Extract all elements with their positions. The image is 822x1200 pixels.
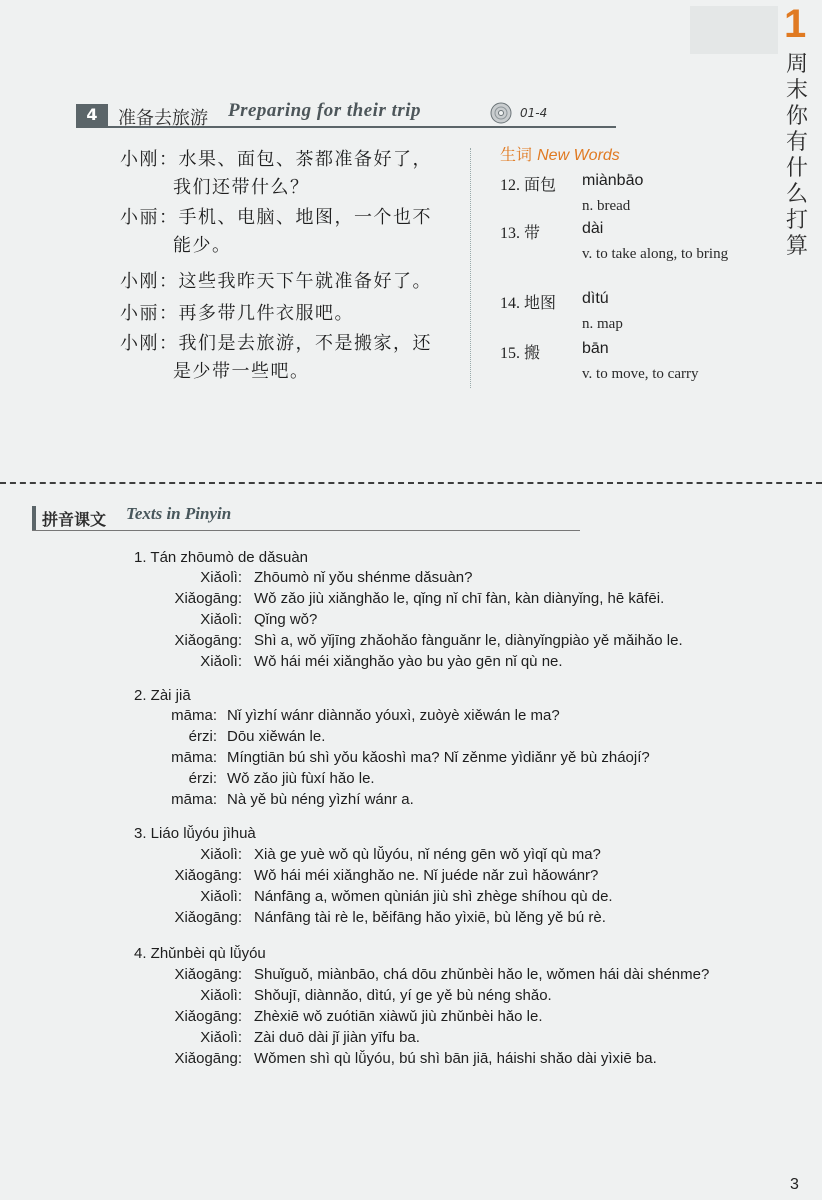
speaker-label: 小刚： <box>120 149 179 170</box>
pinyin-text-title: 3. Liáo lǚyóu jìhuà <box>134 825 256 842</box>
pinyin-heading-bar <box>32 506 36 530</box>
section-separator <box>0 482 822 484</box>
pinyin-speaker: Xiǎogāng: <box>174 1008 242 1025</box>
vocab-word: 13. 带 <box>500 225 541 242</box>
vocab-heading-cn: 生词 <box>500 145 533 164</box>
pinyin-text: Wǒ zǎo jiù xiǎnghǎo le, qǐng nǐ chī fàn, kàn diànyǐng, hē kāfēi. <box>254 590 665 607</box>
chapter-number: 1 <box>784 2 807 46</box>
chapter-title-vertical: 周末你有什么打算 <box>786 52 809 259</box>
dialogue-text: 这些我昨天下午就准备好了。 <box>178 271 432 292</box>
pinyin-text: Shuǐguǒ, miànbāo, chá dōu zhǔnbèi hǎo le, wǒmen hái dài shénme? <box>254 966 710 983</box>
speaker-label: 小丽： <box>120 303 179 324</box>
vocab-heading <box>500 142 620 165</box>
pinyin-text: Xià ge yuè wǒ qù lǚyóu, nǐ néng gēn wǒ yìqǐ qù ma? <box>254 846 601 863</box>
pinyin-speaker: Xiǎogāng: <box>174 590 242 607</box>
section-title-cn: 准备去旅游 <box>118 108 208 129</box>
vocab-pinyin: dài <box>582 220 604 237</box>
vocab-item <box>500 290 780 336</box>
vocab-definition: n. map <box>582 316 623 332</box>
pinyin-speaker: Xiǎolì: <box>200 611 242 628</box>
dialogue-line <box>120 268 465 296</box>
dialogue-line <box>120 330 465 386</box>
vocab-heading-en: New Words <box>537 147 620 164</box>
dialogue-text-cont: 是少带一些吧。 <box>173 361 310 382</box>
dialogue-line <box>120 146 465 202</box>
pinyin-text: Dōu xiěwán le. <box>227 728 326 745</box>
dialogue-text: 我们是去旅游，不是搬家，还 <box>178 333 432 354</box>
section-title-en: Preparing for their trip <box>228 100 422 121</box>
pinyin-text: Nánfāng a, wǒmen qùnián jiù shì zhège shíhou qù de. <box>254 888 613 905</box>
vocab-word: 14. 地图 <box>500 295 557 312</box>
pinyin-text: Zhèxiē wǒ zuótiān xiàwǔ jiù zhǔnbèi hǎo le. <box>254 1008 543 1025</box>
pinyin-speaker: érzi: <box>188 728 217 745</box>
vocab-item <box>500 220 780 286</box>
pinyin-text: Wǒ hái méi xiǎnghǎo yào bu yào gēn nǐ qù ne. <box>254 653 563 670</box>
pinyin-heading-cn: 拼音课文 <box>42 510 107 529</box>
column-divider <box>470 148 471 388</box>
pinyin-text: Nà yě bù néng yìzhí wánr a. <box>227 791 414 808</box>
pinyin-speaker: māma: <box>171 791 217 808</box>
pinyin-text: Wǒ hái méi xiǎnghǎo ne. Nǐ juéde nǎr zuì hǎowánr? <box>254 867 599 884</box>
vocab-pinyin: dìtú <box>582 290 609 307</box>
dialogue-text-cont: 我们还带什么？ <box>173 177 310 198</box>
vocab-item <box>500 172 780 218</box>
vocab-word: 15. 搬 <box>500 345 541 362</box>
pinyin-text: Nánfāng tài rè le, běifāng hǎo yìxiē, bù lěng yě bú rè. <box>254 909 606 926</box>
dialogue-text: 再多带几件衣服吧。 <box>178 303 354 324</box>
pinyin-text: Nǐ yìzhí wánr diànnǎo yóuxì, zuòyè xiěwán le ma? <box>227 707 560 724</box>
pinyin-text: Zài duō dài jǐ jiàn yīfu ba. <box>254 1029 420 1046</box>
pinyin-speaker: Xiǎolì: <box>200 653 242 670</box>
pinyin-speaker: Xiǎolì: <box>200 846 242 863</box>
pinyin-speaker: Xiǎogāng: <box>174 966 242 983</box>
pinyin-text: Wǒmen shì qù lǚyóu, bú shì bān jiā, háishi shǎo dài yìxiē ba. <box>254 1050 657 1067</box>
faint-background-box <box>690 6 778 54</box>
pinyin-speaker: érzi: <box>188 770 217 787</box>
pinyin-speaker: Xiǎolì: <box>200 569 242 586</box>
vocab-item <box>500 340 780 386</box>
speaker-label: 小丽： <box>120 207 179 228</box>
pinyin-text: Wǒ zǎo jiù fùxí hǎo le. <box>227 770 375 787</box>
dialogue-text-cont: 能少。 <box>173 235 232 256</box>
pinyin-speaker: Xiǎogāng: <box>174 632 242 649</box>
audio-cd-icon <box>490 102 512 124</box>
dialogue-line <box>120 300 465 328</box>
pinyin-speaker: Xiǎolì: <box>200 888 242 905</box>
pinyin-speaker: Xiǎolì: <box>200 1029 242 1046</box>
audio-track-number: 01-4 <box>520 106 548 120</box>
vocab-pinyin: bān <box>582 340 609 357</box>
pinyin-heading-underline <box>32 530 580 531</box>
section-number-badge: 4 <box>76 104 108 126</box>
dialogue-text: 手机、电脑、地图，一个也不 <box>178 207 432 228</box>
pinyin-text: Zhōumò nǐ yǒu shénme dǎsuàn? <box>254 569 473 586</box>
vocab-definition: n. bread <box>582 198 631 214</box>
pinyin-text: Shì a, wǒ yǐjīng zhǎohǎo fànguǎnr le, diànyǐngpiào yě mǎihǎo le. <box>254 632 683 649</box>
dialogue-text: 水果、面包、茶都准备好了， <box>178 149 432 170</box>
page-number: 3 <box>790 1176 799 1193</box>
speaker-label: 小刚： <box>120 271 179 292</box>
vocab-word: 12. 面包 <box>500 177 557 194</box>
pinyin-speaker: Xiǎogāng: <box>174 1050 242 1067</box>
pinyin-text-title: 2. Zài jiā <box>134 687 191 704</box>
pinyin-text-title: 4. Zhǔnbèi qù lǚyóu <box>134 945 266 962</box>
pinyin-text-title: 1. Tán zhōumò de dǎsuàn <box>134 549 309 566</box>
vocab-pinyin: miànbāo <box>582 172 644 189</box>
pinyin-speaker: Xiǎogāng: <box>174 867 242 884</box>
pinyin-text: Míngtiān bú shì yǒu kǎoshì ma? Nǐ zěnme yìdiǎnr yě bù zháojí? <box>227 749 650 766</box>
pinyin-heading-en: Texts in Pinyin <box>126 504 232 523</box>
dialogue-line <box>120 204 465 260</box>
vocab-definition: v. to take along, to bring <box>582 246 729 262</box>
pinyin-speaker: Xiǎolì: <box>200 987 242 1004</box>
pinyin-speaker: māma: <box>171 749 217 766</box>
speaker-label: 小刚： <box>120 333 179 354</box>
pinyin-speaker: māma: <box>171 707 217 724</box>
pinyin-text: Shǒujī, diànnǎo, dìtú, yí ge yě bù néng shǎo. <box>254 987 552 1004</box>
pinyin-text: Qǐng wǒ? <box>254 611 318 628</box>
pinyin-speaker: Xiǎogāng: <box>174 909 242 926</box>
vocab-definition: v. to move, to carry <box>582 366 699 382</box>
